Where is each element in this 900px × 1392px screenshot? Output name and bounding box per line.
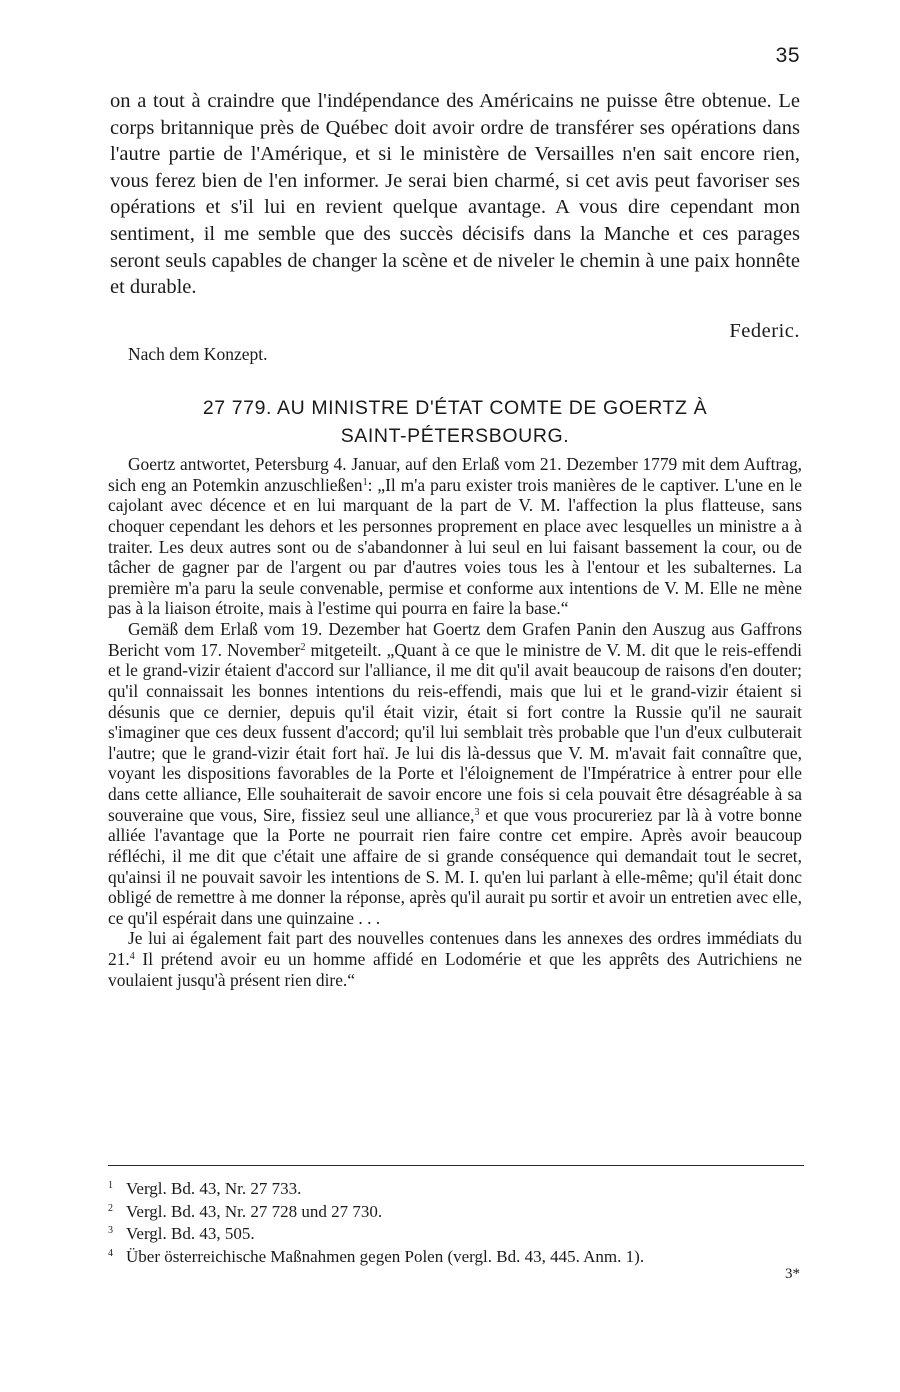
document-body bbox=[108, 454, 802, 990]
footnote-ref: 1 bbox=[362, 476, 368, 488]
footnote-text: Über österreichische Maßnahmen gegen Polen (vergl. Bd. 43, 445. Anm. 1). bbox=[126, 1246, 645, 1266]
footnote-text: Vergl. Bd. 43, Nr. 27 733. bbox=[126, 1179, 302, 1198]
paragraph-text: Je lui ai également fait part des nouvelles contenues dans les annexes des ordres immédiats du 21. bbox=[108, 928, 802, 969]
footnote-ref: 2 bbox=[300, 641, 306, 653]
paragraph-text: Goertz antwortet, Petersburg 4. Januar, auf den Erlaß vom 21. Dezember 1779 mit dem Auftrag, sich eng an Potemkin anzuschließen bbox=[108, 454, 802, 495]
source-note: Nach dem Konzept. bbox=[128, 344, 268, 364]
page-number: 35 bbox=[775, 44, 800, 67]
paragraph-text: et que vous procureriez par là à votre bonne alliée l'avantage que la Porte ne pourrait rien faire contre cet empire. Après avoir beaucoup réfléchi, il me dit que c'était une affaire de si grande conséquence qui demandait tout le secret, qu'ainsi il ne pouvait savoir les intentions de S. M. I. qu'en lui parlant à elle-même; qu'il était donc obligé de remettre à me donner la réponse, après qu'il aurait pu sortir et avoir un entretien avec elle, ce qu'il espérait dans une quinzaine . . . bbox=[108, 804, 802, 928]
opening-text: on a tout à craindre que l'indépendance des Américains ne puisse être obtenue. Le corps britannique près de Québec doit avoir ordre de transférer ses opérations dans l'autre partie de l'Amérique, et si le ministère de Versailles n'en sait encore rien, vous ferez bien de l'en informer. Je serai bien charmé, si cet avis peut favoriser ses opérations et s'il lui en revient quelque avantage. A vous dire cependant mon sentiment, il me semble que des succès décisifs dans la Manche et ces parages seront seuls capables de changer la scène et de niveler le chemin à une paix honnête et durable. bbox=[110, 90, 800, 299]
opening-paragraph bbox=[110, 88, 800, 301]
footnote-text: Vergl. Bd. 43, 505. bbox=[126, 1224, 255, 1243]
signature: Federic. bbox=[729, 320, 800, 342]
body-paragraph-1 bbox=[108, 454, 802, 619]
paragraph-text: mitgeteilt. „Quant à ce que le ministre de V. M. dit que le reis-effendi et le grand-vizir étaient d'accord sur l'alliance, il me dit qu'il avait beaucoup de raisons d'en douter; qu'il connaissait les bonnes intentions du reis-effendi, mais que lui et le grand-vizir étaient si désunis que ce dernier, depuis qu'il était vizir, était si fort contre la Russie qu'il ne saurait s'imaginer que ces deux fussent d'accord; qu'il lui semblait très probable que l'un d'eux culbuterait l'autre; que le grand-vizir était fort haï. Je lui dis là-dessus que V. M. m'avait fait connaître que, voyant les dispositions favorables de la Porte et l'éloignement de l'Impératrice à entrer pour elle dans cette alliance, Elle souhaiterait de savoir encore une fois si cela pouvait être désagréable à sa souveraine que vous, Sire, fissiez seul une alliance, bbox=[108, 639, 802, 825]
heading-line-2: SAINT-PÉTERSBOURG. bbox=[340, 425, 570, 447]
footnotes bbox=[108, 1178, 808, 1268]
footnote-1: 1 Vergl. Bd. 43, Nr. 27 733. bbox=[108, 1179, 302, 1198]
printer-signature-mark: 3* bbox=[785, 1266, 800, 1282]
paragraph-text: Gemäß dem Erlaß vom 19. Dezember hat Goertz dem Grafen Panin den Auszug aus Gaffrons Bericht vom 17. November bbox=[108, 619, 802, 660]
footnote-2: 2 Vergl. Bd. 43, Nr. 27 728 und 27 730. bbox=[108, 1201, 383, 1221]
body-paragraph-2 bbox=[108, 619, 802, 928]
footnote-ref: 4 bbox=[129, 951, 135, 962]
footnote-ref: 3 bbox=[474, 806, 480, 818]
heading-line-1: 27 779. AU MINISTRE D'ÉTAT COMTE DE GOERTZ À bbox=[202, 397, 708, 419]
footnote-divider bbox=[108, 1165, 804, 1166]
paragraph-text: : „Il m'a paru exister trois manières de le captiver. L'une en le cajolant avec décence et en lui marquant de la part de V. M. l'affection la plus flatteuse, sans choquer cependant les dehors et les personnes proprement en place avec lesquelles un ministre a à traiter. Les deux autres sont ou de s'abandonner à lui seul en lui faisant bassement la cour, ou de tâcher de gagner par de l'argent ou par d'autres voies tous les à l'entour et les subalternes. La première m'a paru la seule convenable, permise et conforme aux intentions de V. M. Elle ne mène pas à la liaison étroite, mais à l'estime qui pourra en faire la base.“ bbox=[108, 474, 802, 619]
footnote-3: 3 Vergl. Bd. 43, 505. bbox=[108, 1224, 255, 1243]
body-paragraph-3 bbox=[108, 928, 802, 990]
paragraph-text: Il prétend avoir eu un homme affidé en Lodomérie et que les apprêts des Autrichiens ne voulaient jusqu'à présent rien dire.“ bbox=[108, 949, 802, 990]
footnote-4: 4 Über österreichische Maßnahmen gegen Polen (vergl. Bd. 43, 445. Anm. 1). bbox=[108, 1246, 645, 1266]
footnote-text: Vergl. Bd. 43, Nr. 27 728 und 27 730. bbox=[126, 1201, 383, 1221]
document-heading bbox=[110, 394, 800, 450]
